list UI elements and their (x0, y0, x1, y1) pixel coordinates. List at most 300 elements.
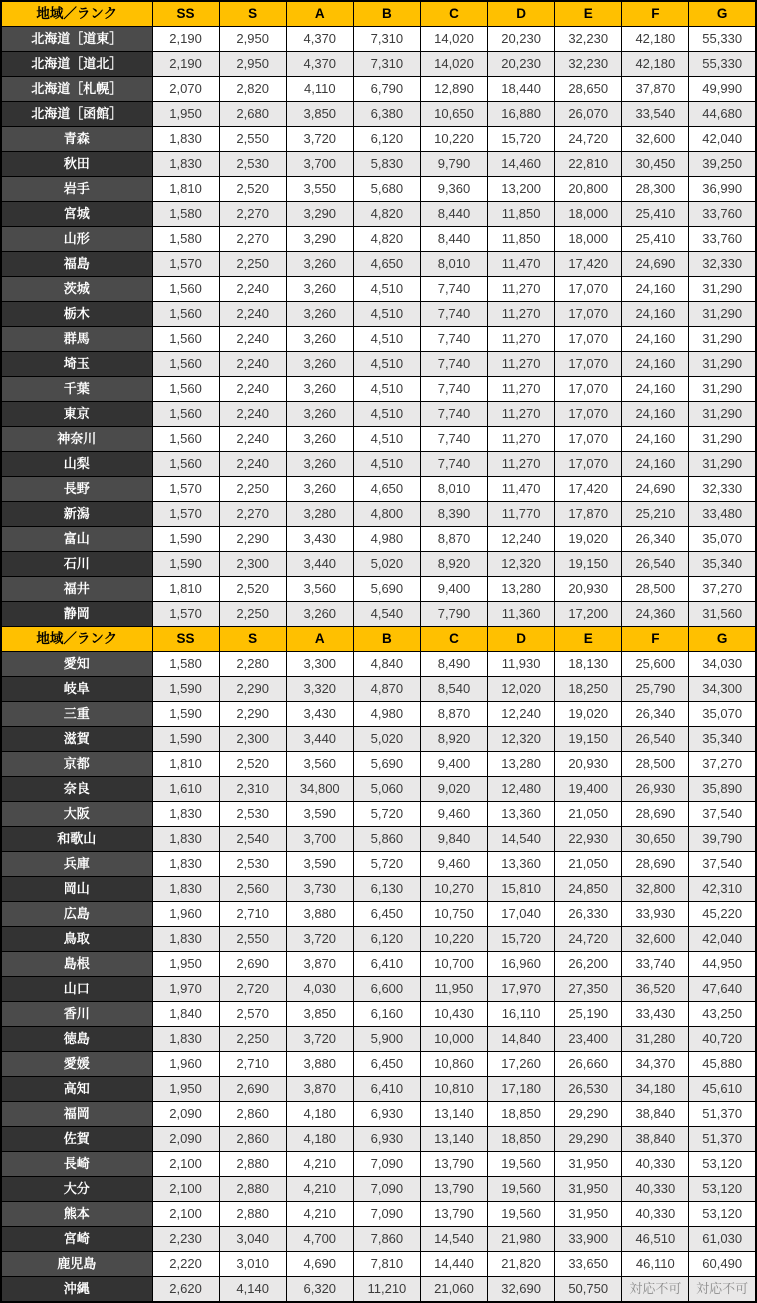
value-cell: 3,880 (286, 902, 353, 927)
value-cell: 1,830 (152, 927, 219, 952)
table-row (1, 1127, 756, 1152)
value-cell: 2,860 (219, 1127, 286, 1152)
value-cell: 23,400 (555, 1027, 622, 1052)
value-cell: 2,300 (219, 552, 286, 577)
value-cell: 2,520 (219, 177, 286, 202)
value-cell: 2,290 (219, 677, 286, 702)
value-cell: 29,290 (555, 1127, 622, 1152)
value-cell: 30,650 (622, 827, 689, 852)
value-cell: 11,270 (488, 377, 555, 402)
value-cell: 8,440 (420, 227, 487, 252)
value-cell: 8,010 (420, 252, 487, 277)
region-cell: 大阪 (1, 802, 152, 827)
value-cell: 31,290 (689, 452, 756, 477)
value-cell: 2,090 (152, 1127, 219, 1152)
value-cell: 28,650 (555, 77, 622, 102)
column-header-rank-d: D (488, 1, 555, 27)
value-cell: 1,830 (152, 1027, 219, 1052)
region-cell: 福島 (1, 252, 152, 277)
value-cell: 13,280 (488, 752, 555, 777)
value-cell: 18,000 (555, 227, 622, 252)
value-cell: 6,790 (353, 77, 420, 102)
table-row (1, 1227, 756, 1252)
region-cell: 北海道［道東］ (1, 27, 152, 52)
value-cell: 3,300 (286, 652, 353, 677)
value-cell: 3,260 (286, 402, 353, 427)
value-cell: 6,130 (353, 877, 420, 902)
value-cell: 2,240 (219, 402, 286, 427)
value-cell: 1,610 (152, 777, 219, 802)
value-cell: 3,550 (286, 177, 353, 202)
value-cell: 25,410 (622, 202, 689, 227)
value-cell: 13,790 (420, 1202, 487, 1227)
value-cell: 2,690 (219, 952, 286, 977)
value-cell: 3,260 (286, 602, 353, 627)
region-cell: 秋田 (1, 152, 152, 177)
value-cell: 8,010 (420, 477, 487, 502)
table-row (1, 727, 756, 752)
value-cell: 31,950 (555, 1177, 622, 1202)
value-cell: 14,020 (420, 52, 487, 77)
value-cell: 6,120 (353, 927, 420, 952)
value-cell: 35,340 (689, 552, 756, 577)
value-cell: 33,760 (689, 227, 756, 252)
region-cell: 島根 (1, 952, 152, 977)
value-cell: 1,960 (152, 1052, 219, 1077)
value-cell: 17,070 (555, 427, 622, 452)
column-header-region-rank: 地域／ランク (1, 627, 152, 652)
value-cell: 15,720 (488, 127, 555, 152)
value-cell: 1,960 (152, 902, 219, 927)
value-cell: 6,930 (353, 1127, 420, 1152)
value-cell: 11,470 (488, 252, 555, 277)
value-cell: 2,530 (219, 152, 286, 177)
value-cell: 7,310 (353, 52, 420, 77)
value-cell: 43,250 (689, 1002, 756, 1027)
header-row (1, 1, 756, 27)
region-cell: 茨城 (1, 277, 152, 302)
value-cell: 8,440 (420, 202, 487, 227)
value-cell: 4,870 (353, 677, 420, 702)
region-cell: 富山 (1, 527, 152, 552)
region-cell: 東京 (1, 402, 152, 427)
value-cell: 19,020 (555, 702, 622, 727)
table-row (1, 1002, 756, 1027)
value-cell: 13,140 (420, 1102, 487, 1127)
value-cell: 55,330 (689, 27, 756, 52)
value-cell: 2,530 (219, 802, 286, 827)
table-row (1, 52, 756, 77)
value-cell: 5,900 (353, 1027, 420, 1052)
value-cell: 24,720 (555, 127, 622, 152)
value-cell: 11,770 (488, 502, 555, 527)
table-row (1, 1152, 756, 1177)
value-cell: 37,270 (689, 577, 756, 602)
value-cell: 16,880 (488, 102, 555, 127)
value-cell: 5,720 (353, 852, 420, 877)
table-row (1, 1027, 756, 1052)
region-cell: 愛知 (1, 652, 152, 677)
region-cell: 山口 (1, 977, 152, 1002)
value-cell: 30,450 (622, 152, 689, 177)
table-row (1, 427, 756, 452)
value-cell: 2,100 (152, 1177, 219, 1202)
value-cell: 8,870 (420, 527, 487, 552)
value-cell: 26,340 (622, 527, 689, 552)
value-cell: 19,150 (555, 552, 622, 577)
value-cell: 1,950 (152, 1077, 219, 1102)
value-cell: 31,290 (689, 402, 756, 427)
value-cell: 2,270 (219, 227, 286, 252)
value-cell: 1,830 (152, 152, 219, 177)
value-cell: 25,790 (622, 677, 689, 702)
value-cell: 32,800 (622, 877, 689, 902)
value-cell: 2,240 (219, 302, 286, 327)
value-cell: 3,260 (286, 477, 353, 502)
value-cell: 16,110 (488, 1002, 555, 1027)
value-cell: 31,280 (622, 1027, 689, 1052)
value-cell: 2,280 (219, 652, 286, 677)
value-cell: 1,830 (152, 877, 219, 902)
value-cell: 3,870 (286, 1077, 353, 1102)
value-cell: 17,070 (555, 302, 622, 327)
value-cell: 17,970 (488, 977, 555, 1002)
value-cell: 6,600 (353, 977, 420, 1002)
value-cell: 1,830 (152, 127, 219, 152)
table-row (1, 477, 756, 502)
region-cell: 北海道［札幌］ (1, 77, 152, 102)
table-row (1, 877, 756, 902)
region-cell: 岐阜 (1, 677, 152, 702)
value-cell: 3,430 (286, 527, 353, 552)
value-cell: 7,810 (353, 1252, 420, 1277)
value-cell: 45,610 (689, 1077, 756, 1102)
value-cell-unavailable: 対応不可 (622, 1277, 689, 1303)
value-cell: 10,700 (420, 952, 487, 977)
table-row (1, 852, 756, 877)
value-cell: 10,650 (420, 102, 487, 127)
value-cell: 4,180 (286, 1127, 353, 1152)
value-cell: 2,240 (219, 277, 286, 302)
region-cell: 長野 (1, 477, 152, 502)
value-cell: 24,160 (622, 302, 689, 327)
column-header-rank-e: E (555, 1, 622, 27)
value-cell: 28,690 (622, 852, 689, 877)
value-cell: 35,340 (689, 727, 756, 752)
column-header-rank-ss: SS (152, 627, 219, 652)
table-row (1, 1277, 756, 1303)
column-header-rank-c: C (420, 1, 487, 27)
value-cell: 3,260 (286, 327, 353, 352)
value-cell: 1,570 (152, 602, 219, 627)
header-row (1, 627, 756, 652)
value-cell: 39,790 (689, 827, 756, 852)
value-cell: 7,310 (353, 27, 420, 52)
value-cell: 15,720 (488, 927, 555, 952)
value-cell: 28,690 (622, 802, 689, 827)
table-row (1, 177, 756, 202)
value-cell: 45,880 (689, 1052, 756, 1077)
value-cell: 51,370 (689, 1102, 756, 1127)
region-cell: 愛媛 (1, 1052, 152, 1077)
value-cell: 40,330 (622, 1152, 689, 1177)
value-cell: 32,600 (622, 127, 689, 152)
value-cell: 1,840 (152, 1002, 219, 1027)
value-cell: 9,400 (420, 577, 487, 602)
value-cell: 12,240 (488, 527, 555, 552)
value-cell: 38,840 (622, 1102, 689, 1127)
table-row (1, 202, 756, 227)
table-row (1, 902, 756, 927)
column-header-rank-s: S (219, 627, 286, 652)
table-row (1, 1202, 756, 1227)
value-cell: 2,090 (152, 1102, 219, 1127)
value-cell: 3,720 (286, 127, 353, 152)
region-cell: 千葉 (1, 377, 152, 402)
value-cell: 3,290 (286, 227, 353, 252)
value-cell: 32,230 (555, 52, 622, 77)
value-cell: 18,850 (488, 1127, 555, 1152)
table-row (1, 1052, 756, 1077)
value-cell: 26,200 (555, 952, 622, 977)
value-cell: 10,220 (420, 127, 487, 152)
value-cell: 4,210 (286, 1152, 353, 1177)
table-row (1, 152, 756, 177)
value-cell: 2,190 (152, 27, 219, 52)
value-cell: 3,260 (286, 452, 353, 477)
table-row (1, 502, 756, 527)
value-cell: 13,790 (420, 1177, 487, 1202)
value-cell: 2,310 (219, 777, 286, 802)
table-row (1, 577, 756, 602)
value-cell: 32,600 (622, 927, 689, 952)
column-header-rank-a: A (286, 1, 353, 27)
region-cell: 大分 (1, 1177, 152, 1202)
value-cell: 6,320 (286, 1277, 353, 1303)
table-row (1, 777, 756, 802)
value-cell: 3,260 (286, 302, 353, 327)
value-cell: 53,120 (689, 1152, 756, 1177)
column-header-rank-g: G (689, 627, 756, 652)
value-cell: 8,540 (420, 677, 487, 702)
value-cell: 10,430 (420, 1002, 487, 1027)
value-cell: 4,510 (353, 402, 420, 427)
value-cell: 3,320 (286, 677, 353, 702)
value-cell: 2,250 (219, 252, 286, 277)
value-cell: 21,050 (555, 852, 622, 877)
table-row (1, 752, 756, 777)
value-cell: 36,520 (622, 977, 689, 1002)
value-cell: 3,430 (286, 702, 353, 727)
value-cell: 46,110 (622, 1252, 689, 1277)
value-cell: 2,190 (152, 52, 219, 77)
region-cell: 岡山 (1, 877, 152, 902)
table-row (1, 302, 756, 327)
region-cell: 群馬 (1, 327, 152, 352)
value-cell: 11,360 (488, 602, 555, 627)
value-cell: 19,150 (555, 727, 622, 752)
table-row (1, 77, 756, 102)
table-row (1, 1102, 756, 1127)
value-cell: 2,240 (219, 327, 286, 352)
value-cell: 2,880 (219, 1202, 286, 1227)
value-cell: 34,300 (689, 677, 756, 702)
value-cell: 45,220 (689, 902, 756, 927)
value-cell: 19,560 (488, 1177, 555, 1202)
region-cell: 熊本 (1, 1202, 152, 1227)
value-cell: 14,840 (488, 1027, 555, 1052)
value-cell: 13,200 (488, 177, 555, 202)
value-cell: 1,970 (152, 977, 219, 1002)
value-cell: 37,270 (689, 752, 756, 777)
value-cell: 16,960 (488, 952, 555, 977)
table-row (1, 827, 756, 852)
value-cell: 31,290 (689, 377, 756, 402)
value-cell: 3,010 (219, 1252, 286, 1277)
value-cell: 1,580 (152, 227, 219, 252)
value-cell: 1,830 (152, 827, 219, 852)
value-cell: 33,740 (622, 952, 689, 977)
value-cell: 7,740 (420, 427, 487, 452)
value-cell: 4,370 (286, 27, 353, 52)
value-cell: 3,720 (286, 1027, 353, 1052)
value-cell: 42,180 (622, 52, 689, 77)
value-cell: 5,690 (353, 577, 420, 602)
value-cell: 28,500 (622, 752, 689, 777)
value-cell: 2,250 (219, 477, 286, 502)
value-cell: 7,090 (353, 1152, 420, 1177)
value-cell: 24,720 (555, 927, 622, 952)
value-cell: 14,460 (488, 152, 555, 177)
region-cell: 宮崎 (1, 1227, 152, 1252)
value-cell: 7,740 (420, 302, 487, 327)
value-cell: 37,870 (622, 77, 689, 102)
value-cell: 17,420 (555, 477, 622, 502)
value-cell: 33,760 (689, 202, 756, 227)
table-row (1, 1077, 756, 1102)
value-cell: 53,120 (689, 1177, 756, 1202)
value-cell: 20,800 (555, 177, 622, 202)
value-cell: 51,370 (689, 1127, 756, 1152)
value-cell: 1,560 (152, 427, 219, 452)
value-cell: 24,160 (622, 352, 689, 377)
value-cell: 3,700 (286, 827, 353, 852)
value-cell: 15,810 (488, 877, 555, 902)
value-cell: 17,070 (555, 327, 622, 352)
value-cell: 4,700 (286, 1227, 353, 1252)
column-header-rank-s: S (219, 1, 286, 27)
value-cell: 21,820 (488, 1252, 555, 1277)
value-cell: 3,260 (286, 252, 353, 277)
value-cell: 2,690 (219, 1077, 286, 1102)
value-cell: 46,510 (622, 1227, 689, 1252)
region-cell: 岩手 (1, 177, 152, 202)
value-cell: 12,320 (488, 552, 555, 577)
value-cell: 2,680 (219, 102, 286, 127)
value-cell: 37,540 (689, 802, 756, 827)
value-cell: 40,720 (689, 1027, 756, 1052)
table-row (1, 102, 756, 127)
region-cell: 北海道［函館］ (1, 102, 152, 127)
value-cell: 10,810 (420, 1077, 487, 1102)
table-row (1, 527, 756, 552)
table-row (1, 252, 756, 277)
value-cell: 7,790 (420, 602, 487, 627)
value-cell: 1,570 (152, 477, 219, 502)
value-cell: 50,750 (555, 1277, 622, 1303)
value-cell: 42,040 (689, 127, 756, 152)
region-cell: 高知 (1, 1077, 152, 1102)
value-cell: 27,350 (555, 977, 622, 1002)
value-cell: 31,950 (555, 1152, 622, 1177)
value-cell: 17,070 (555, 277, 622, 302)
value-cell: 11,270 (488, 452, 555, 477)
value-cell: 2,250 (219, 1027, 286, 1052)
table-row (1, 377, 756, 402)
table-row (1, 227, 756, 252)
value-cell: 11,470 (488, 477, 555, 502)
value-cell: 2,520 (219, 752, 286, 777)
value-cell: 9,400 (420, 752, 487, 777)
value-cell: 7,090 (353, 1202, 420, 1227)
value-cell: 2,240 (219, 452, 286, 477)
value-cell: 8,920 (420, 727, 487, 752)
region-cell: 三重 (1, 702, 152, 727)
value-cell: 2,550 (219, 127, 286, 152)
value-cell: 1,950 (152, 952, 219, 977)
value-cell: 9,840 (420, 827, 487, 852)
value-cell: 61,030 (689, 1227, 756, 1252)
value-cell: 3,290 (286, 202, 353, 227)
value-cell: 40,330 (622, 1177, 689, 1202)
column-header-region-rank: 地域／ランク (1, 1, 152, 27)
region-cell: 福岡 (1, 1102, 152, 1127)
value-cell: 42,040 (689, 927, 756, 952)
value-cell: 3,850 (286, 102, 353, 127)
value-cell: 32,690 (488, 1277, 555, 1303)
column-header-rank-ss: SS (152, 1, 219, 27)
value-cell: 17,200 (555, 602, 622, 627)
region-cell: 長崎 (1, 1152, 152, 1177)
value-cell: 18,000 (555, 202, 622, 227)
value-cell: 35,070 (689, 702, 756, 727)
region-cell: 石川 (1, 552, 152, 577)
value-cell: 26,660 (555, 1052, 622, 1077)
value-cell: 2,100 (152, 1152, 219, 1177)
value-cell: 4,840 (353, 652, 420, 677)
table-row (1, 952, 756, 977)
value-cell: 8,920 (420, 552, 487, 577)
value-cell: 36,990 (689, 177, 756, 202)
value-cell: 31,290 (689, 352, 756, 377)
region-cell: 山形 (1, 227, 152, 252)
value-cell: 26,530 (555, 1077, 622, 1102)
value-cell: 17,420 (555, 252, 622, 277)
table-row (1, 677, 756, 702)
value-cell: 7,090 (353, 1177, 420, 1202)
value-cell: 18,850 (488, 1102, 555, 1127)
value-cell: 4,210 (286, 1177, 353, 1202)
value-cell: 2,290 (219, 702, 286, 727)
column-header-rank-f: F (622, 1, 689, 27)
value-cell: 3,590 (286, 802, 353, 827)
value-cell: 53,120 (689, 1202, 756, 1227)
region-cell: 滋賀 (1, 727, 152, 752)
value-cell: 3,440 (286, 552, 353, 577)
region-cell: 山梨 (1, 452, 152, 477)
value-cell: 26,540 (622, 552, 689, 577)
value-cell: 1,580 (152, 202, 219, 227)
